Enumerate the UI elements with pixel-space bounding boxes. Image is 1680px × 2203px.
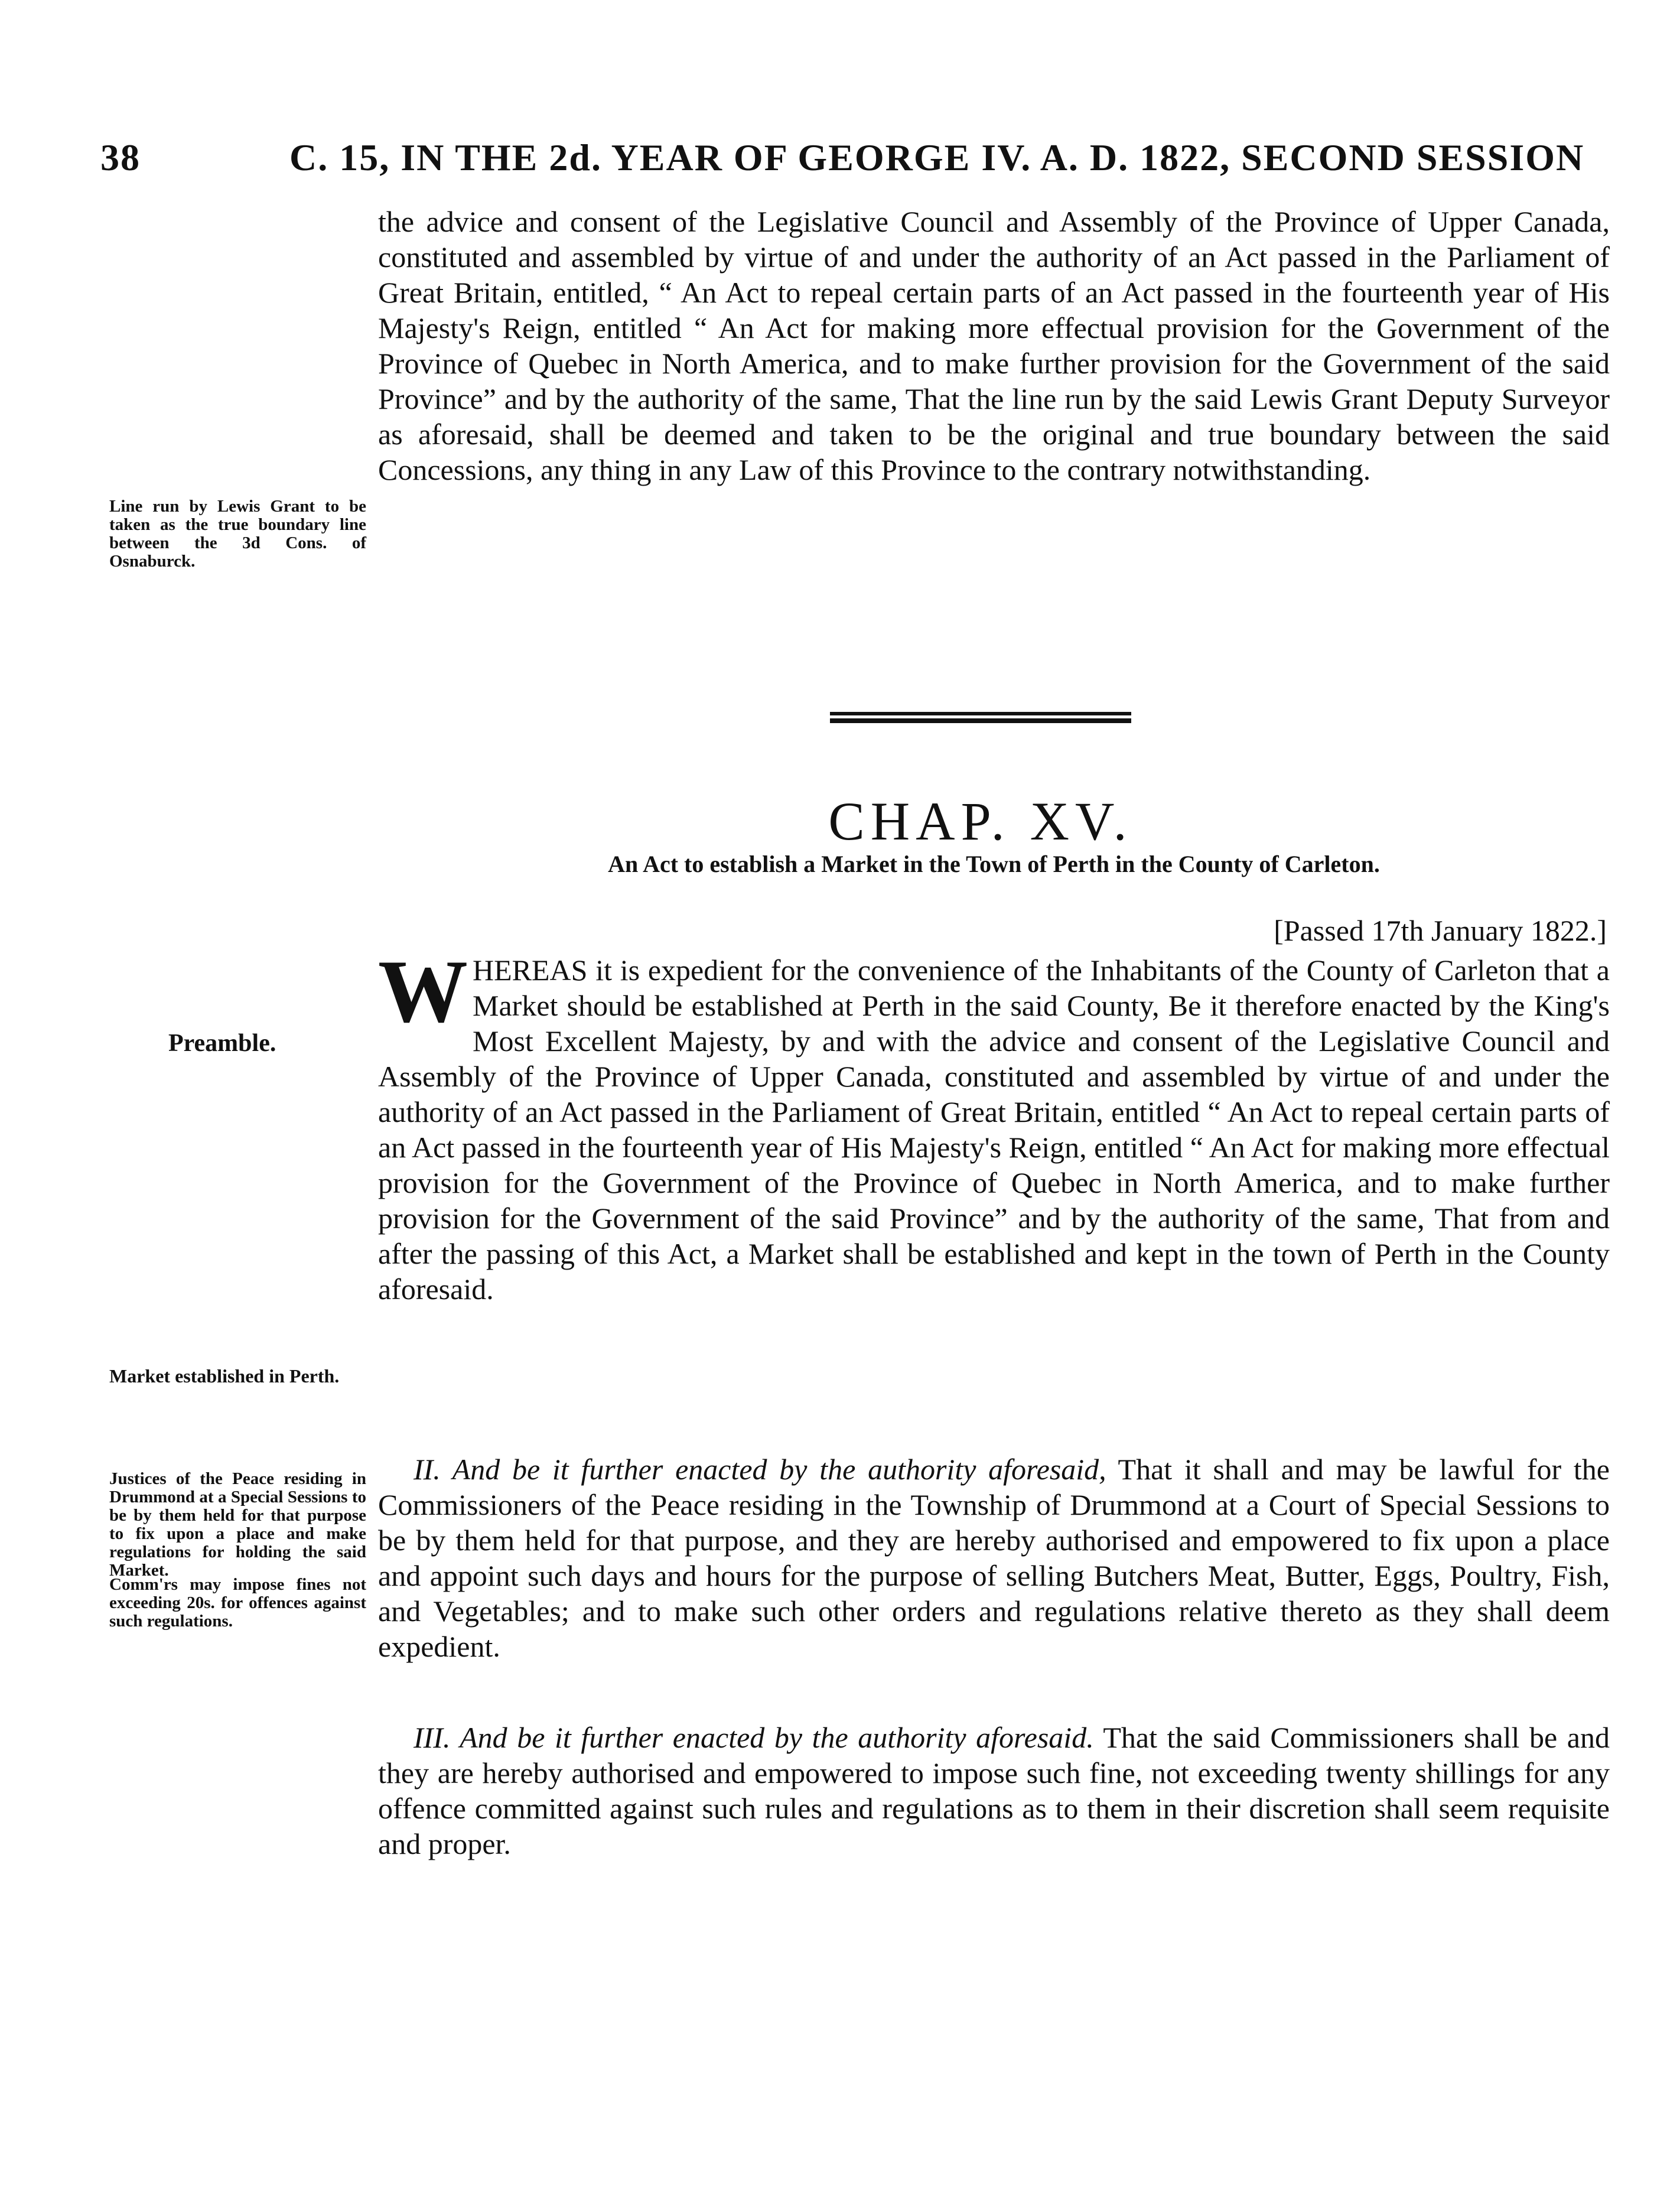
rule-bar-thin	[830, 712, 1131, 715]
margin-note-preamble: Preamble.	[168, 1030, 276, 1057]
margin-note-justices: Justices of the Peace residing in Drummond at a Special Sessions to be by them held for that purpose to fix upon a place and make regulations for holding the said Market.	[109, 1469, 366, 1580]
margin-note-market-established: Market established in Perth.	[109, 1365, 340, 1387]
preamble-paragraph	[378, 942, 1610, 1307]
rule-bar-thick	[830, 718, 1131, 723]
drop-cap: W	[378, 942, 468, 1041]
act-title: An Act to establish a Market in the Town of Perth in the County of Carleton.	[608, 851, 1380, 877]
section-2-paragraph	[378, 1452, 1610, 1664]
running-header	[100, 136, 1601, 207]
section-3-text: That the said Commissioners shall be and they are hereby authorised and empowered to impose such fine, not exceeding twenty shillings for any offence committed against such rules and regulations as to them in their discretion shall seem requisite and proper.	[378, 1721, 1610, 1860]
margin-note-line-run: Line run by Lewis Grant to be taken as the true boundary line between the 3d Cons. of Osnaburck.	[109, 497, 366, 571]
passed-date: [Passed 17th January 1822.]	[1274, 914, 1607, 947]
page-number: 38	[100, 136, 141, 178]
section-2-lead: II. And be it further enacted by the authority aforesaid,	[414, 1453, 1106, 1486]
chapter-title: CHAP. XV.	[828, 791, 1133, 851]
ornamental-rule	[830, 712, 1131, 724]
margin-note-commrs-fines: Comm'rs may impose fines not exceeding 20s. for offences against such regulations.	[109, 1575, 366, 1631]
section-3-lead: III. And be it further enacted by the authority aforesaid.	[414, 1721, 1094, 1754]
preamble-text: HEREAS it is expedient for the convenience of the Inhabitants of the County of Carleton that a Market should be established at Perth in the said County, Be it therefore enacted by the King's Most Excellent Majesty, by and with the advice and consent of the Legislative Council and Assembly of the Province of Upper Canada, constituted and assembled by virtue of and under the authority of an Act passed in the Parliament of Great Britain, entitled “ An Act to repeal certain parts of an Act passed in the fourteenth year of His Majesty's Reign, entitled “ An Act for making more effectual provision for the Government of the Province of Quebec in North America, and to make further provision for the Government of the said Province” and by the authority of the same, That from and after the passing of this Act, a Market shall be established and kept in the town of Perth in the County aforesaid.	[378, 954, 1610, 1306]
section-2-text: That it shall and may be lawful for the Commissioners of the Peace residing in the Township of Drummond at a Court of Special Sessions to be by them held for that purpose, and they are hereby authorised and empowered to fix upon a place and appoint such days and hours for the purpose of selling Butchers Meat, Butter, Eggs, Poultry, Fish, and Vegetables; and to make such other orders and regulations relative thereto as they shall deem expedient.	[378, 1453, 1610, 1663]
section-3-paragraph	[378, 1720, 1610, 1862]
running-head-title: C. 15, IN THE 2d. YEAR OF GEORGE IV. A. D. 1822, SECOND SESSION	[289, 136, 1585, 178]
continued-paragraph: the advice and consent of the Legislative Council and Assembly of the Province of Upper Canada, constituted and assembled by virtue of and under the authority of an Act passed in the Parliament of Great Britain, entitled, “ An Act to repeal certain parts of an Act passed in the fourteenth year of His Majesty's Reign, entitled “ An Act for making more effectual provision for the Government of the Province of Quebec in North America, and to make further provision for the Government of the said Province” and by the authority of the same, That the line run by the said Lewis Grant Deputy Surveyor as aforesaid, shall be deemed and taken to be the original and true boundary between the said Concessions, any thing in any Law of this Province to the contrary notwithstanding.	[378, 205, 1610, 486]
